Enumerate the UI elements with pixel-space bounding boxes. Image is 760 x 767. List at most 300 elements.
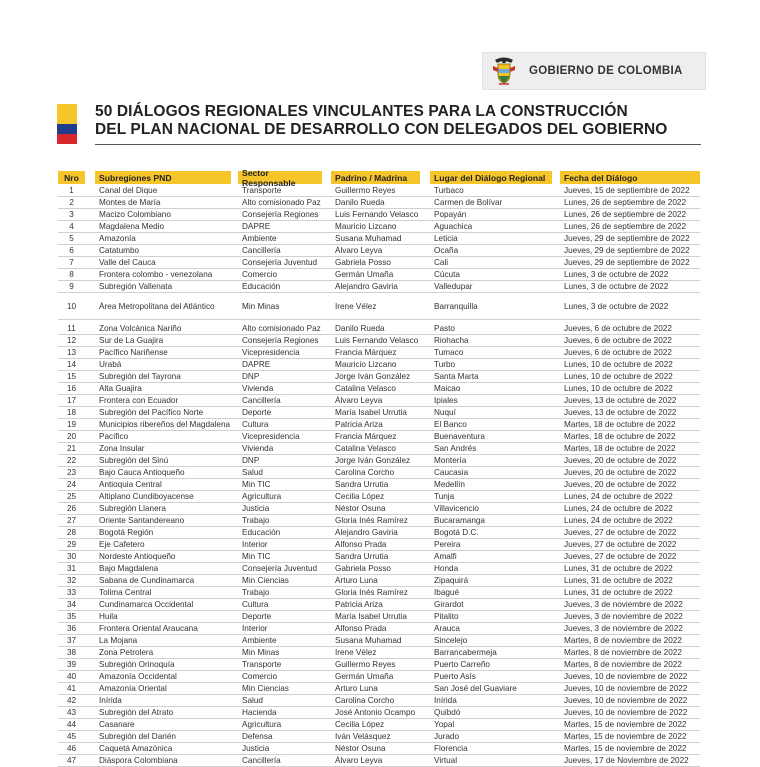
cell-subregion: Bogotá Región	[99, 528, 154, 537]
cell-date: Jueves, 6 de octubre de 2022	[564, 336, 672, 345]
cell-date: Jueves, 27 de octubre de 2022	[564, 552, 677, 561]
cell-nro: 27	[66, 516, 77, 525]
cell-sector: Hacienda	[242, 708, 277, 717]
cell-place: Valledupar	[434, 282, 473, 291]
page-title	[95, 103, 705, 139]
table-row	[58, 407, 700, 419]
cell-nro: 38	[66, 648, 77, 657]
cell-place: Ibagué	[434, 588, 460, 597]
cell-sponsor: Susana Muhamad	[335, 636, 402, 645]
cell-sponsor: Susana Muhamad	[335, 234, 402, 243]
cell-place: Sincelejo	[434, 636, 468, 645]
cell-sponsor: Danilo Rueda	[335, 198, 385, 207]
cell-nro: 3	[69, 210, 74, 219]
table-row	[58, 347, 700, 359]
cell-date: Martes, 18 de octubre de 2022	[564, 432, 676, 441]
cell-date: Martes, 15 de noviembre de 2022	[564, 744, 687, 753]
table-row	[58, 623, 700, 635]
cell-sector: DNP	[242, 456, 260, 465]
header-subregion: Subregiones PND	[95, 171, 231, 184]
cell-nro: 29	[66, 540, 77, 549]
cell-sponsor: Iván Velásquez	[335, 732, 391, 741]
cell-sponsor: Álvaro Leyva	[335, 246, 383, 255]
cell-date: Jueves, 3 de noviembre de 2022	[564, 624, 683, 633]
cell-place: San Andrés	[434, 444, 477, 453]
cell-subregion: Subregión del Pacífico Norte	[99, 408, 204, 417]
cell-place: Yopal	[434, 720, 455, 729]
cell-place: Tumaco	[434, 348, 464, 357]
cell-nro: 5	[69, 234, 74, 243]
cell-date: Lunes, 24 de octubre de 2022	[564, 492, 673, 501]
table-row	[58, 647, 700, 659]
cell-subregion: Oriente Santandereano	[99, 516, 185, 525]
cell-nro: 2	[69, 198, 74, 207]
table-row	[58, 245, 700, 257]
colombia-flag-icon	[57, 104, 77, 144]
cell-place: Leticia	[434, 234, 458, 243]
cell-date: Lunes, 24 de octubre de 2022	[564, 504, 673, 513]
cell-nro: 13	[66, 348, 77, 357]
cell-date: Jueves, 3 de noviembre de 2022	[564, 612, 683, 621]
cell-date: Jueves, 6 de octubre de 2022	[564, 348, 672, 357]
cell-sponsor: Arturo Luna	[335, 684, 378, 693]
cell-sector: Educación	[242, 528, 281, 537]
cell-place: Tunja	[434, 492, 455, 501]
cell-sector: Cancillería	[242, 756, 281, 765]
cell-sector: Ambiente	[242, 636, 277, 645]
cell-date: Martes, 8 de noviembre de 2022	[564, 660, 682, 669]
cell-sponsor: Irene Vélez	[335, 301, 377, 311]
cell-place: Puerto Carreño	[434, 660, 490, 669]
cell-place: Ipiales	[434, 396, 458, 405]
cell-date: Martes, 18 de octubre de 2022	[564, 444, 676, 453]
table-row	[58, 611, 700, 623]
cell-sector: Salud	[242, 468, 263, 477]
cell-date: Jueves, 17 de Noviembre de 2022	[564, 756, 689, 765]
cell-place: Pasto	[434, 324, 455, 333]
cell-date: Jueves, 3 de noviembre de 2022	[564, 600, 683, 609]
cell-sponsor: Alejandro Gaviria	[335, 282, 398, 291]
cell-subregion: Subregión del Sinú	[99, 456, 169, 465]
cell-place: Virtual	[434, 756, 458, 765]
cell-sector: Min Ciencias	[242, 684, 289, 693]
table-row	[58, 719, 700, 731]
cell-date: Lunes, 10 de octubre de 2022	[564, 384, 673, 393]
cell-place: Medellín	[434, 480, 465, 489]
cell-subregion: Subregión Vallenata	[99, 282, 173, 291]
cell-subregion: Municipios ribereños del Magdalena	[99, 420, 231, 429]
cell-sector: Trabajo	[242, 588, 270, 597]
cell-nro: 21	[66, 444, 77, 453]
table-row	[58, 551, 700, 563]
cell-sector: Deporte	[242, 408, 272, 417]
cell-place: Turbaco	[434, 186, 464, 195]
cell-subregion: Caquetá Amazónica	[99, 744, 173, 753]
cell-nro: 1	[69, 186, 74, 195]
cell-place: Amalfi	[434, 552, 457, 561]
table-row	[58, 587, 700, 599]
cell-subregion: Frontera Oriental Araucana	[99, 624, 198, 633]
cell-sector: Cancillería	[242, 396, 281, 405]
cell-subregion: Frontera con Ecuador	[99, 396, 179, 405]
cell-date: Jueves, 10 de noviembre de 2022	[564, 708, 688, 717]
cell-sector: Alto comisionado Paz	[242, 324, 321, 333]
cell-date: Jueves, 10 de noviembre de 2022	[564, 696, 688, 705]
cell-date: Jueves, 15 de septiembre de 2022	[564, 186, 690, 195]
header-place: Lugar del Diálogo Regional	[430, 171, 552, 184]
header-sponsor: Padrino / Madrina	[331, 171, 420, 184]
cell-sponsor: Luis Fernando Velasco	[335, 336, 419, 345]
header-date: Fecha del Diálogo	[560, 171, 700, 184]
cell-subregion: Pacífico	[99, 432, 129, 441]
cell-nro: 32	[66, 576, 77, 585]
cell-subregion: La Mojana	[99, 636, 138, 645]
cell-sponsor: Mauricio Lizcano	[335, 222, 397, 231]
cell-sponsor: Luis Fernando Velasco	[335, 210, 419, 219]
table-row	[58, 431, 700, 443]
cell-date: Lunes, 26 de septiembre de 2022	[564, 222, 686, 231]
cell-place: Inírida	[434, 696, 457, 705]
cell-subregion: Amazonía Oriental	[99, 684, 167, 693]
cell-date: Lunes, 3 de octubre de 2022	[564, 282, 669, 291]
cell-date: Lunes, 26 de septiembre de 2022	[564, 198, 686, 207]
cell-sector: Vicepresidencia	[242, 432, 300, 441]
cell-nro: 46	[66, 744, 77, 753]
cell-nro: 17	[66, 396, 77, 405]
cell-date: Lunes, 31 de octubre de 2022	[564, 588, 673, 597]
table-row	[58, 731, 700, 743]
table-row	[58, 335, 700, 347]
cell-sector: Agricultura	[242, 492, 282, 501]
cell-sector: Consejería Juventud	[242, 564, 318, 573]
cell-place: Santa Marta	[434, 372, 479, 381]
cell-sponsor: María Isabel Urrutia	[335, 612, 407, 621]
cell-sponsor: Jorge Iván González	[335, 456, 411, 465]
cell-sponsor: María Isabel Urrutia	[335, 408, 407, 417]
table-row	[58, 539, 700, 551]
cell-place: Quibdó	[434, 708, 461, 717]
cell-place: Barrancabermeja	[434, 648, 497, 657]
cell-subregion: Macizo Colombiano	[99, 210, 171, 219]
cell-sector: Consejería Regiones	[242, 210, 319, 219]
table-row	[58, 575, 700, 587]
cell-nro: 12	[66, 336, 77, 345]
cell-subregion: Área Metropolitana del Atlántico	[99, 301, 215, 311]
table-row	[58, 323, 700, 335]
cell-sector: Justicia	[242, 744, 270, 753]
header-sector: Sector Responsable	[238, 171, 322, 184]
table-row	[58, 455, 700, 467]
table-row	[58, 395, 700, 407]
cell-sponsor: Alfonso Prada	[335, 540, 387, 549]
cell-subregion: Sur de La Guajira	[99, 336, 164, 345]
cell-sponsor: Patricia Ariza	[335, 600, 383, 609]
cell-nro: 22	[66, 456, 77, 465]
cell-sector: Ambiente	[242, 234, 277, 243]
table-row	[58, 359, 700, 371]
table-row	[58, 491, 700, 503]
cell-sector: Vivienda	[242, 444, 274, 453]
cell-sponsor: Carolina Corcho	[335, 696, 395, 705]
table-row	[58, 281, 700, 293]
cell-place: Zipaquirá	[434, 576, 469, 585]
cell-sponsor: Germán Umaña	[335, 270, 394, 279]
cell-sponsor: Sandra Urrutia	[335, 552, 389, 561]
cell-date: Lunes, 10 de octubre de 2022	[564, 372, 673, 381]
cell-subregion: Inírida	[99, 696, 122, 705]
cell-sponsor: Álvaro Leyva	[335, 396, 383, 405]
cell-date: Jueves, 10 de noviembre de 2022	[564, 672, 688, 681]
cell-sponsor: Mauricio Lizcano	[335, 360, 397, 369]
table-row	[58, 467, 700, 479]
cell-sponsor: Francia Márquez	[335, 348, 397, 357]
table-row	[58, 527, 700, 539]
cell-date: Lunes, 10 de octubre de 2022	[564, 360, 673, 369]
cell-date: Lunes, 3 de octubre de 2022	[564, 301, 669, 311]
cell-subregion: Amazonía Occidental	[99, 672, 177, 681]
cell-date: Lunes, 3 de octubre de 2022	[564, 270, 669, 279]
cell-nro: 34	[66, 600, 77, 609]
cell-date: Jueves, 20 de octubre de 2022	[564, 480, 677, 489]
cell-place: Buenaventura	[434, 432, 485, 441]
cell-date: Jueves, 10 de noviembre de 2022	[564, 684, 688, 693]
table-row	[58, 197, 700, 209]
cell-sponsor: Carolina Corcho	[335, 468, 395, 477]
cell-place: Nuquí	[434, 408, 456, 417]
cell-sector: Trabajo	[242, 516, 270, 525]
cell-sponsor: Danilo Rueda	[335, 324, 385, 333]
cell-nro: 40	[66, 672, 77, 681]
cell-nro: 11	[67, 324, 76, 333]
cell-place: Montería	[434, 456, 467, 465]
cell-sponsor: Cecilia López	[335, 492, 385, 501]
cell-place: Barranquilla	[434, 301, 478, 311]
table-row	[58, 257, 700, 269]
dialogues-table	[58, 167, 700, 767]
table-row	[58, 659, 700, 671]
cell-subregion: Eje Cafetero	[99, 540, 145, 549]
table-row	[58, 707, 700, 719]
cell-sector: Consejería Juventud	[242, 258, 318, 267]
table-body	[58, 185, 700, 767]
table-row	[58, 233, 700, 245]
cell-nro: 33	[66, 588, 77, 597]
cell-subregion: Huila	[99, 612, 118, 621]
cell-date: Jueves, 29 de septiembre de 2022	[564, 234, 690, 243]
cell-place: Pitalito	[434, 612, 459, 621]
cell-nro: 39	[66, 660, 77, 669]
cell-date: Lunes, 31 de octubre de 2022	[564, 576, 673, 585]
cell-sector: Agricultura	[242, 720, 282, 729]
cell-sector: Min Minas	[242, 648, 280, 657]
table-row	[58, 185, 700, 197]
cell-place: El Banco	[434, 420, 467, 429]
cell-subregion: Urabá	[99, 360, 122, 369]
cell-nro: 9	[69, 282, 74, 291]
cell-date: Martes, 8 de noviembre de 2022	[564, 648, 682, 657]
cell-sector: Transporte	[242, 660, 282, 669]
cell-sector: Cancillería	[242, 246, 281, 255]
table-row	[58, 695, 700, 707]
cell-nro: 20	[66, 432, 77, 441]
cell-nro: 30	[66, 552, 77, 561]
cell-subregion: Valle del Cauca	[99, 258, 156, 267]
cell-sector: Comercio	[242, 672, 278, 681]
cell-sector: Interior	[242, 540, 268, 549]
cell-sector: Interior	[242, 624, 268, 633]
cell-nro: 18	[66, 408, 77, 417]
cell-date: Lunes, 24 de octubre de 2022	[564, 516, 673, 525]
table-row	[58, 371, 700, 383]
cell-sponsor: Irene Vélez	[335, 648, 377, 657]
cell-sector: Consejería Regiones	[242, 336, 319, 345]
cell-subregion: Cundinamarca Occidental	[99, 600, 194, 609]
cell-subregion: Bajo Cauca Antioqueño	[99, 468, 185, 477]
cell-date: Jueves, 20 de octubre de 2022	[564, 468, 677, 477]
cell-place: Bogotá D.C.	[434, 528, 479, 537]
cell-nro: 41	[66, 684, 77, 693]
cell-sector: Min TIC	[242, 552, 271, 561]
table-row	[58, 479, 700, 491]
cell-subregion: Amazonía	[99, 234, 136, 243]
cell-nro: 10	[66, 301, 77, 311]
cell-date: Lunes, 31 de octubre de 2022	[564, 564, 673, 573]
cell-sector: Min TIC	[242, 480, 271, 489]
cell-date: Martes, 15 de noviembre de 2022	[564, 720, 687, 729]
cell-place: San José del Guaviare	[434, 684, 517, 693]
cell-sector: Vicepresidencia	[242, 348, 300, 357]
cell-sponsor: José Antonio Ocampo	[335, 708, 416, 717]
cell-sponsor: Sandra Urrutia	[335, 480, 389, 489]
table-row	[58, 269, 700, 281]
cell-subregion: Subregión Orinoquía	[99, 660, 175, 669]
table-row	[58, 209, 700, 221]
cell-nro: 4	[69, 222, 74, 231]
cell-sector: DAPRE	[242, 360, 271, 369]
cell-place: Arauca	[434, 624, 460, 633]
cell-sponsor: Guillermo Reyes	[335, 660, 396, 669]
cell-place: Cúcuta	[434, 270, 460, 279]
cell-nro: 31	[66, 564, 77, 573]
table-row	[58, 293, 700, 320]
cell-place: Villavicencio	[434, 504, 479, 513]
table-row	[58, 503, 700, 515]
cell-nro: 7	[69, 258, 74, 267]
cell-place: Pereira	[434, 540, 461, 549]
cell-sector: DNP	[242, 372, 260, 381]
cell-subregion: Nordeste Antioqueño	[99, 552, 176, 561]
cell-sector: DAPRE	[242, 222, 271, 231]
table-row	[58, 743, 700, 755]
cell-sponsor: Catalina Velasco	[335, 384, 396, 393]
cell-sponsor: Néstor Osuna	[335, 744, 386, 753]
table-row	[58, 443, 700, 455]
government-label: GOBIERNO DE COLOMBIA	[529, 65, 683, 77]
cell-nro: 25	[66, 492, 77, 501]
cell-subregion: Canal del Dique	[99, 186, 158, 195]
cell-sector: Deporte	[242, 612, 272, 621]
cell-nro: 45	[66, 732, 77, 741]
cell-subregion: Montes de María	[99, 198, 161, 207]
cell-sponsor: Alfonso Prada	[335, 624, 387, 633]
table-row	[58, 683, 700, 695]
cell-subregion: Sabana de Cundinamarca	[99, 576, 195, 585]
cell-place: Aguachica	[434, 222, 473, 231]
cell-date: Martes, 15 de noviembre de 2022	[564, 732, 687, 741]
cell-date: Jueves, 13 de octubre de 2022	[564, 408, 677, 417]
cell-sponsor: Alejandro Gaviria	[335, 528, 398, 537]
cell-place: Florencia	[434, 744, 468, 753]
cell-nro: 6	[69, 246, 74, 255]
cell-subregion: Zona Insular	[99, 444, 145, 453]
table-row	[58, 755, 700, 767]
cell-nro: 23	[66, 468, 77, 477]
cell-place: Puerto Asís	[434, 672, 476, 681]
cell-nro: 37	[66, 636, 77, 645]
cell-nro: 15	[66, 372, 77, 381]
cell-place: Carmen de Bolívar	[434, 198, 503, 207]
cell-sector: Educación	[242, 282, 281, 291]
cell-nro: 8	[69, 270, 74, 279]
cell-nro: 44	[66, 720, 77, 729]
cell-nro: 24	[66, 480, 77, 489]
cell-sponsor: Néstor Osuna	[335, 504, 386, 513]
table-header	[58, 167, 700, 188]
cell-subregion: Subregión del Darién	[99, 732, 176, 741]
cell-subregion: Magdalena Medio	[99, 222, 165, 231]
cell-place: Maicao	[434, 384, 461, 393]
title-line-1: 50 DIÁLOGOS REGIONALES VINCULANTES PARA LA CONSTRUCCIÓN	[95, 103, 628, 120]
cell-sector: Transporte	[242, 186, 282, 195]
cell-sector: Justicia	[242, 504, 270, 513]
cell-sponsor: Guillermo Reyes	[335, 186, 396, 195]
table-row	[58, 515, 700, 527]
cell-subregion: Alta Guajira	[99, 384, 142, 393]
cell-nro: 43	[66, 708, 77, 717]
cell-subregion: Subregión Llanera	[99, 504, 166, 513]
cell-sector: Comercio	[242, 270, 278, 279]
table-row	[58, 599, 700, 611]
cell-sector: Cultura	[242, 600, 269, 609]
government-header	[482, 52, 706, 90]
cell-sector: Vivienda	[242, 384, 274, 393]
cell-place: Riohacha	[434, 336, 469, 345]
cell-nro: 19	[66, 420, 77, 429]
table-row	[58, 671, 700, 683]
table-row	[58, 383, 700, 395]
table-row	[58, 563, 700, 575]
cell-nro: 42	[66, 696, 77, 705]
cell-nro: 16	[66, 384, 77, 393]
cell-nro: 36	[66, 624, 77, 633]
cell-nro: 47	[66, 756, 77, 765]
table-row	[58, 221, 700, 233]
cell-place: Turbo	[434, 360, 456, 369]
cell-place: Popayán	[434, 210, 467, 219]
title-line-2: DEL PLAN NACIONAL DE DESARROLLO CON DELEGADOS DEL GOBIERNO	[95, 121, 668, 138]
cell-subregion: Casanare	[99, 720, 135, 729]
cell-date: Martes, 8 de noviembre de 2022	[564, 636, 682, 645]
cell-nro: 28	[66, 528, 77, 537]
cell-sponsor: Catalina Velasco	[335, 444, 396, 453]
cell-subregion: Catatumbo	[99, 246, 140, 255]
cell-sector: Min Minas	[242, 301, 280, 311]
cell-date: Jueves, 29 de septiembre de 2022	[564, 246, 690, 255]
cell-subregion: Subregión del Atrato	[99, 708, 174, 717]
cell-subregion: Frontera colombo - venezolana	[99, 270, 213, 279]
cell-sponsor: Germán Umaña	[335, 672, 394, 681]
cell-nro: 26	[66, 504, 77, 513]
